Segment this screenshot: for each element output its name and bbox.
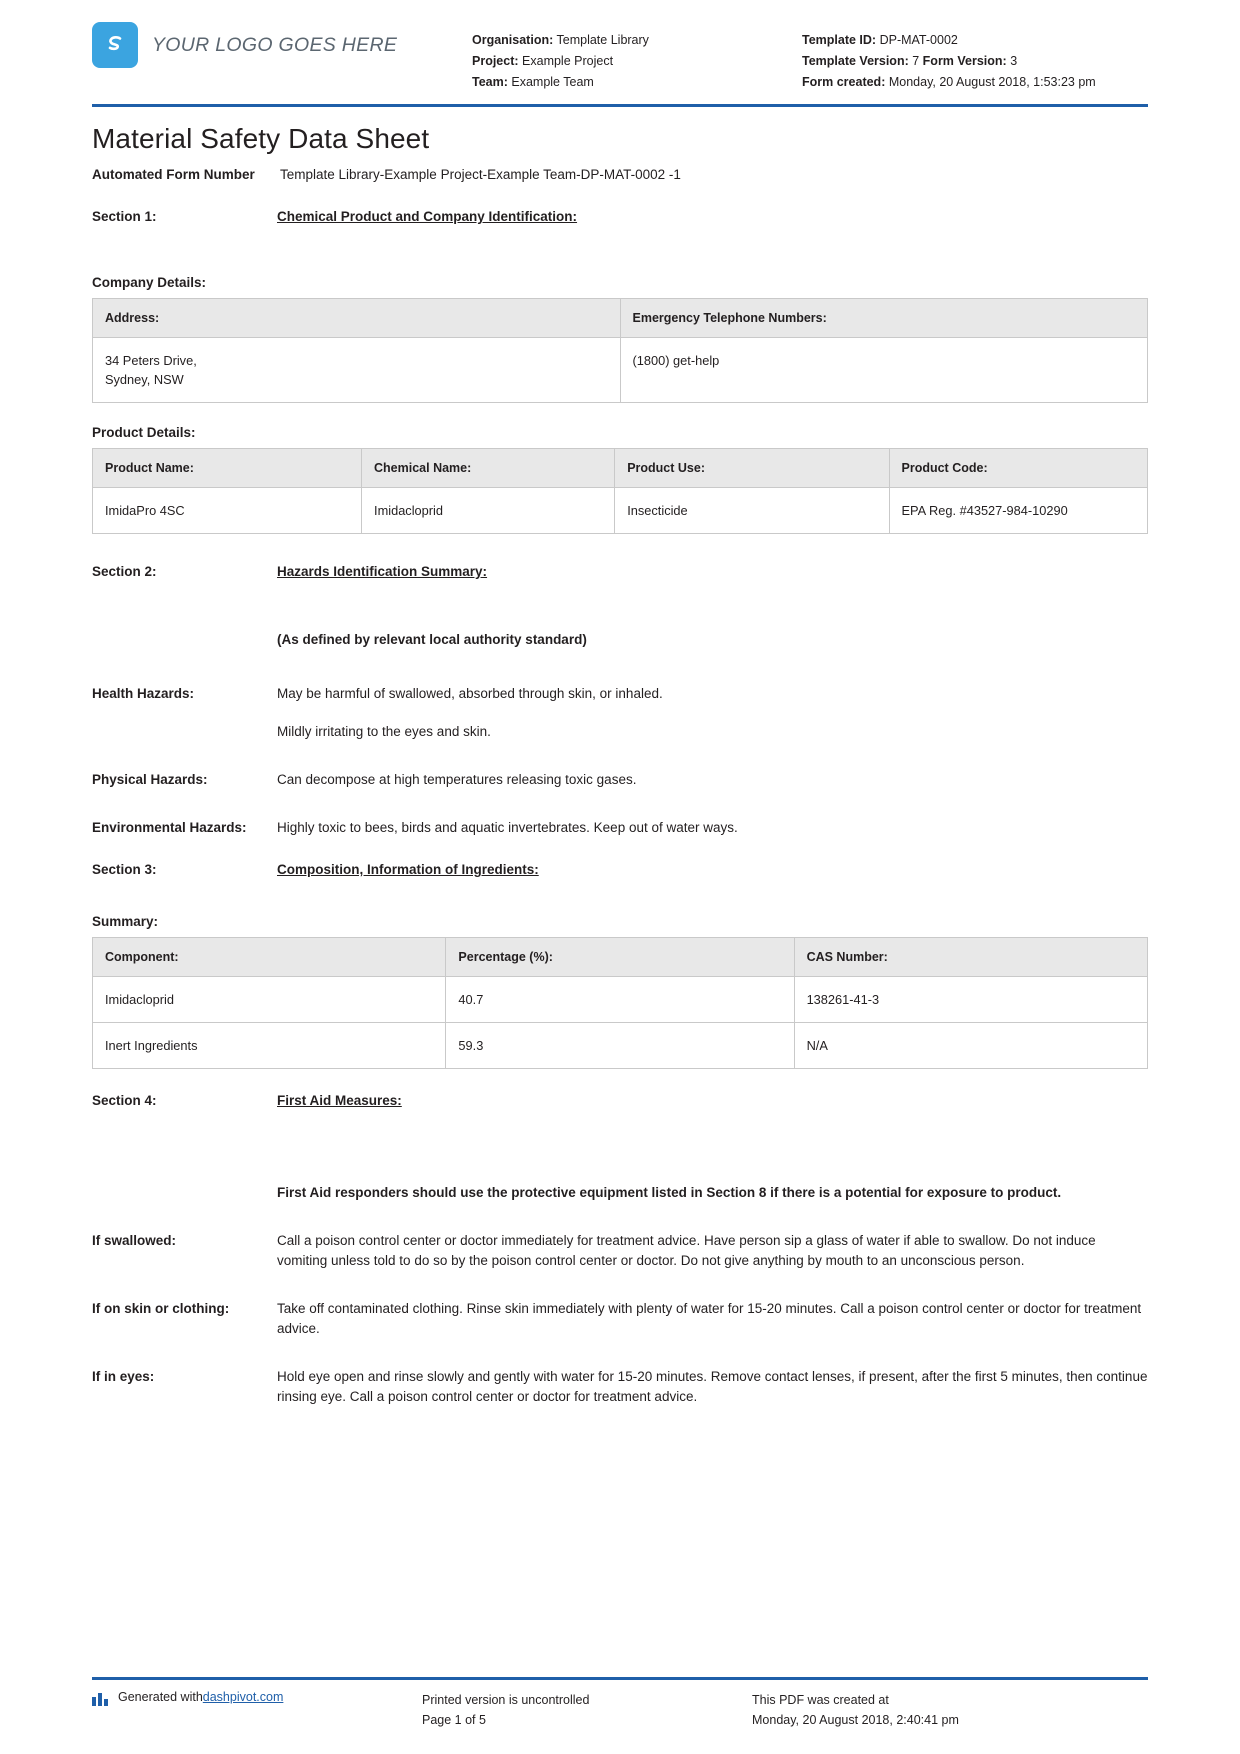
section-4-row	[92, 1091, 1148, 1111]
table-row	[93, 338, 1148, 403]
first-aid-note: First Aid responders should use the protective equipment listed in Section 8 if there is a potential for exposure to product.	[277, 1185, 1062, 1200]
product-details-heading: Product Details:	[92, 425, 196, 440]
organisation-value: Template Library	[556, 33, 649, 47]
section-2-title: Hazards Identification Summary:	[277, 564, 488, 579]
hazards-note-row	[92, 630, 1148, 650]
header-meta-right	[802, 22, 1148, 93]
page-title: Material Safety Data Sheet	[92, 123, 430, 154]
cell-product-use: Insecticide	[615, 488, 889, 534]
template-version-row	[802, 51, 1148, 72]
if-in-eyes-row	[92, 1367, 1148, 1407]
cell-percentage: 40.7	[446, 977, 794, 1023]
document-body	[0, 123, 1240, 1407]
form-created-label: Form created:	[802, 75, 886, 89]
template-id-value: DP-MAT-0002	[879, 33, 958, 47]
column-component: Component:	[93, 938, 446, 977]
section-1-row	[92, 207, 1148, 227]
section-1-label: Section 1:	[92, 209, 157, 224]
section-2-label: Section 2:	[92, 564, 157, 579]
if-in-eyes-label: If in eyes:	[92, 1369, 155, 1384]
column-product-name: Product Name:	[93, 449, 362, 488]
form-version-label: Form Version:	[922, 54, 1007, 68]
physical-hazards-value: Can decompose at high temperatures releasing toxic gases.	[277, 772, 637, 787]
document-footer	[92, 1690, 1148, 1730]
generated-with	[92, 1690, 422, 1730]
template-id-label: Template ID:	[802, 33, 877, 47]
environmental-hazards-row	[92, 818, 1148, 838]
header-meta-left	[472, 22, 802, 93]
if-on-skin-row	[92, 1299, 1148, 1339]
dashpivot-link[interactable]: dashpivot.com	[202, 1690, 284, 1704]
automated-form-number-value: Template Library-Example Project-Example Team-DP-MAT-0002 -1	[280, 167, 681, 182]
if-in-eyes-value: Hold eye open and rinse slowly and gently with water for 15-20 minutes. Remove contact lenses, if present, after the first 5 minutes, then continue rinsing eye. Call a poison control center or doctor for treatment advice.	[277, 1369, 1148, 1404]
dashpivot-logo-icon	[92, 1692, 110, 1706]
logo-text: YOUR LOGO GOES HERE	[152, 33, 398, 56]
table-header-row	[93, 938, 1148, 977]
page-number: Page 1 of 5	[422, 1713, 486, 1727]
section-4-title: First Aid Measures:	[277, 1093, 402, 1108]
logo	[92, 22, 472, 68]
project-label: Project:	[472, 54, 519, 68]
team-label: Team:	[472, 75, 508, 89]
project-value: Example Project	[522, 54, 614, 68]
pdf-created	[752, 1690, 1148, 1730]
column-product-code: Product Code:	[889, 449, 1148, 488]
template-version-label: Template Version:	[802, 54, 909, 68]
form-created-value: Monday, 20 August 2018, 1:53:23 pm	[888, 75, 1096, 89]
company-details-table	[92, 298, 1148, 403]
table-header-row	[93, 299, 1148, 338]
if-swallowed-value: Call a poison control center or doctor immediately for treatment advice. Have person sip a glass of water if able to swallow. Do not induce vomiting unless told to do so by the poison control center or doctor. Do not give anything by mouth to an unconscious person.	[277, 1233, 1096, 1268]
print-status-line-1: Printed version is uncontrolled	[422, 1693, 590, 1707]
generated-with-label: Generated with	[118, 1690, 203, 1704]
cell-product-name: ImidaPro 4SC	[93, 488, 362, 534]
column-chemical-name: Chemical Name:	[362, 449, 615, 488]
organisation-row	[472, 30, 802, 51]
environmental-hazards-label: Environmental Hazards:	[92, 820, 247, 835]
health-hazards-p2: Mildly irritating to the eyes and skin.	[277, 724, 491, 739]
physical-hazards-label: Physical Hazards:	[92, 772, 208, 787]
section-2-row	[92, 562, 1148, 582]
cell-percentage: 59.3	[446, 1023, 794, 1069]
cell-address	[93, 338, 621, 403]
cell-cas-number: N/A	[794, 1023, 1147, 1069]
composition-summary-heading: Summary:	[92, 914, 159, 929]
section-3-title: Composition, Information of Ingredients:	[277, 862, 539, 877]
cell-component: Imidacloprid	[93, 977, 446, 1023]
column-cas-number: CAS Number:	[794, 938, 1147, 977]
column-product-use: Product Use:	[615, 449, 889, 488]
first-aid-note-row	[92, 1183, 1148, 1203]
cell-emergency-phone: (1800) get-help	[620, 338, 1148, 403]
form-created-row	[802, 72, 1148, 93]
pdf-created-value: Monday, 20 August 2018, 2:40:41 pm	[752, 1713, 959, 1727]
section-3-row	[92, 860, 1148, 880]
company-details-heading: Company Details:	[92, 275, 207, 290]
composition-table	[92, 937, 1148, 1069]
automated-form-number-label: Automated Form Number	[92, 167, 255, 182]
cell-product-code: EPA Reg. #43527-984-10290	[889, 488, 1148, 534]
health-hazards-label: Health Hazards:	[92, 686, 195, 701]
print-status	[422, 1690, 752, 1730]
pdf-created-label: This PDF was created at	[752, 1693, 889, 1707]
document-header	[0, 0, 1240, 96]
column-emergency-phone: Emergency Telephone Numbers:	[620, 299, 1148, 338]
table-row	[93, 977, 1148, 1023]
section-1-title: Chemical Product and Company Identification:	[277, 209, 578, 224]
automated-form-number-row	[92, 165, 1148, 185]
project-row	[472, 51, 802, 72]
logo-icon	[92, 22, 138, 68]
if-swallowed-row	[92, 1231, 1148, 1271]
address-line-2: Sydney, NSW	[105, 372, 184, 387]
cell-component: Inert Ingredients	[93, 1023, 446, 1069]
table-row	[93, 488, 1148, 534]
if-swallowed-label: If swallowed:	[92, 1233, 177, 1248]
cell-chemical-name: Imidacloprid	[362, 488, 615, 534]
health-hazards-p1: May be harmful of swallowed, absorbed through skin, or inhaled.	[277, 686, 663, 701]
physical-hazards-row	[92, 770, 1148, 790]
cell-cas-number: 138261-41-3	[794, 977, 1147, 1023]
if-on-skin-value: Take off contaminated clothing. Rinse skin immediately with plenty of water for 15-20 minutes. Call a poison control center or doctor for treatment advice.	[277, 1301, 1142, 1336]
table-header-row	[93, 449, 1148, 488]
footer-divider	[92, 1677, 1148, 1680]
form-version-value: 3	[1010, 54, 1018, 68]
environmental-hazards-value: Highly toxic to bees, birds and aquatic invertebrates. Keep out of water ways.	[277, 820, 738, 835]
column-address: Address:	[93, 299, 621, 338]
health-hazards-row	[92, 684, 1148, 742]
organisation-label: Organisation:	[472, 33, 554, 47]
team-row	[472, 72, 802, 93]
first-aid-note-spacer	[92, 1183, 277, 1203]
address-line-1: 34 Peters Drive,	[105, 353, 197, 368]
hazards-note: (As defined by relevant local authority standard)	[277, 632, 587, 647]
template-version-value: 7	[912, 54, 920, 68]
hazards-note-spacer	[92, 630, 277, 650]
column-percentage: Percentage (%):	[446, 938, 794, 977]
header-divider	[92, 104, 1148, 107]
product-details-table	[92, 448, 1148, 534]
table-row	[93, 1023, 1148, 1069]
template-id-row	[802, 30, 1148, 51]
if-on-skin-label: If on skin or clothing:	[92, 1301, 230, 1316]
health-hazards-value	[277, 684, 1148, 742]
team-value: Example Team	[511, 75, 594, 89]
section-4-label: Section 4:	[92, 1093, 157, 1108]
section-3-label: Section 3:	[92, 862, 157, 877]
